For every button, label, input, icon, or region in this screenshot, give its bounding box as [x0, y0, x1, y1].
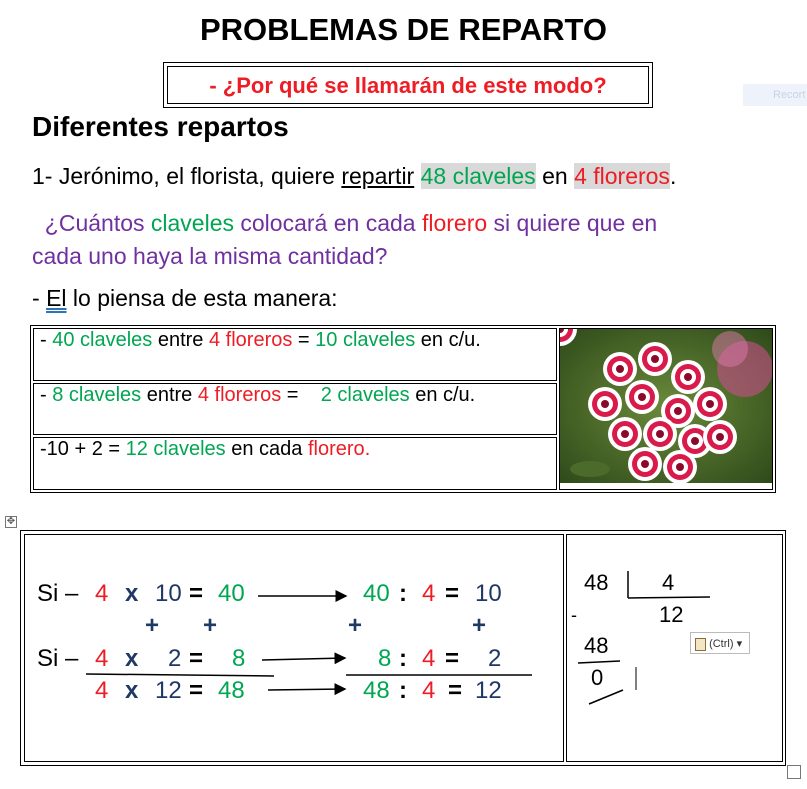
- problem-mid: en: [535, 163, 575, 189]
- arrow-line: [268, 689, 345, 690]
- page-title: PROBLEMAS DE REPARTO: [199, 12, 608, 47]
- calc-colon: :: [399, 580, 407, 607]
- calc-colon: :: [399, 645, 407, 672]
- problem-verb: repartir: [341, 163, 415, 189]
- division-subtrahend: 48: [584, 633, 609, 658]
- paste-options-label: (Ctrl): [709, 638, 734, 650]
- calc-equals: =: [189, 677, 204, 704]
- division-quotient: 12: [659, 602, 684, 627]
- calc-divisor: 4: [422, 580, 436, 607]
- calc-factor: 2: [168, 645, 182, 672]
- calc-divisor: 4: [422, 677, 436, 704]
- think-el: El: [46, 285, 67, 311]
- step-result: 2 claveles: [320, 383, 410, 406]
- step-text: en c/u.: [415, 329, 481, 351]
- clipboard-icon: [695, 638, 706, 651]
- calc-divisor: 4: [422, 645, 436, 672]
- calc-si-1: Si –: [37, 580, 79, 607]
- table-resize-handle-icon[interactable]: [787, 765, 801, 779]
- table-move-handle-icon[interactable]: ✥: [6, 516, 16, 527]
- division-strike-line: [589, 690, 623, 704]
- subtitle-text: - ¿Por qué se llamarán de este modo?: [167, 66, 649, 104]
- calc-plus: +: [348, 612, 363, 639]
- step-result: 10 claveles: [315, 329, 416, 351]
- calc-dividend: 8: [378, 645, 392, 672]
- think-prefix: -: [32, 285, 47, 311]
- problem-prefix: 1- Jerónimo, el florista, quiere: [32, 163, 342, 189]
- step-text: =: [281, 383, 321, 406]
- calc-equals: =: [189, 645, 204, 672]
- screen-clip-watermark: Recort: [743, 84, 807, 106]
- step-florero: florero: [307, 438, 365, 461]
- paste-options-button[interactable]: [690, 632, 750, 654]
- problem-end: .: [669, 163, 677, 189]
- think-rest: lo piensa de esta manera:: [66, 285, 338, 311]
- step-text: -: [40, 329, 53, 351]
- calc-equals: =: [445, 645, 460, 672]
- step-claveles: 12 claveles: [125, 438, 226, 461]
- calc-plus: +: [203, 612, 218, 639]
- problem-qty-floreros: 4 floreros: [574, 163, 670, 189]
- step-floreros: 4 floreros: [197, 383, 282, 406]
- calc-dividend: 48: [363, 677, 390, 704]
- question-claveles: claveles: [150, 210, 234, 236]
- step-text: .: [364, 438, 371, 461]
- arrow-line: [262, 658, 345, 660]
- division-dividend: 48: [584, 570, 609, 595]
- step-text: -: [40, 383, 53, 406]
- calc-equals: =: [189, 580, 204, 607]
- step-floreros: 4 floreros: [208, 329, 293, 351]
- problem-qty-claveles: 48 claveles: [420, 163, 536, 189]
- step-text: entre: [152, 329, 209, 351]
- division-minus: -: [571, 605, 577, 625]
- calc-product: 40: [218, 580, 245, 607]
- calc-plus: +: [472, 612, 487, 639]
- calc-dividend: 40: [363, 580, 390, 607]
- calc-quotient: 2: [488, 645, 502, 672]
- calc-factor: 4: [95, 580, 109, 607]
- calc-factor: 10: [155, 580, 182, 607]
- calc-plus: +: [145, 612, 160, 639]
- calc-equals: =: [445, 580, 460, 607]
- step-text: -10 + 2 =: [40, 438, 126, 461]
- step-claveles: 40 claveles: [52, 329, 153, 351]
- calc-times: x: [125, 580, 139, 607]
- question-part4: cada uno haya la misma cantidad?: [32, 243, 388, 269]
- calc-factor: 12: [155, 677, 182, 704]
- calc-si-2: Si –: [37, 645, 79, 672]
- question-florero: florero: [421, 210, 488, 236]
- division-bracket: [628, 597, 710, 598]
- step-text: entre: [141, 383, 198, 406]
- step-text: en cada: [225, 438, 308, 461]
- division-subtract-line: [578, 661, 620, 663]
- calc-colon: :: [399, 677, 407, 704]
- calc-factor: 4: [95, 645, 109, 672]
- division-remainder: 0: [591, 665, 604, 690]
- calc-quotient: 12: [475, 677, 502, 704]
- chevron-down-icon: ▾: [736, 638, 743, 650]
- step-text: =: [292, 329, 316, 351]
- division-divisor: 4: [662, 570, 675, 595]
- calc-factor: 4: [95, 677, 109, 704]
- calc-times: x: [125, 645, 139, 672]
- calc-product: 48: [218, 677, 245, 704]
- section-heading: Diferentes repartos: [32, 111, 289, 142]
- calc-quotient: 10: [475, 580, 502, 607]
- sum-line: [86, 674, 274, 676]
- step-text: en c/u.: [409, 383, 476, 406]
- question-part3: si quiere que en: [487, 210, 658, 236]
- calc-equals: =: [448, 677, 463, 704]
- calc-times: x: [125, 677, 139, 704]
- question-part2: colocará en cada: [234, 210, 422, 236]
- step-claveles: 8 claveles: [52, 383, 142, 406]
- calc-product: 8: [232, 645, 246, 672]
- question-part1: ¿Cuántos: [44, 210, 151, 236]
